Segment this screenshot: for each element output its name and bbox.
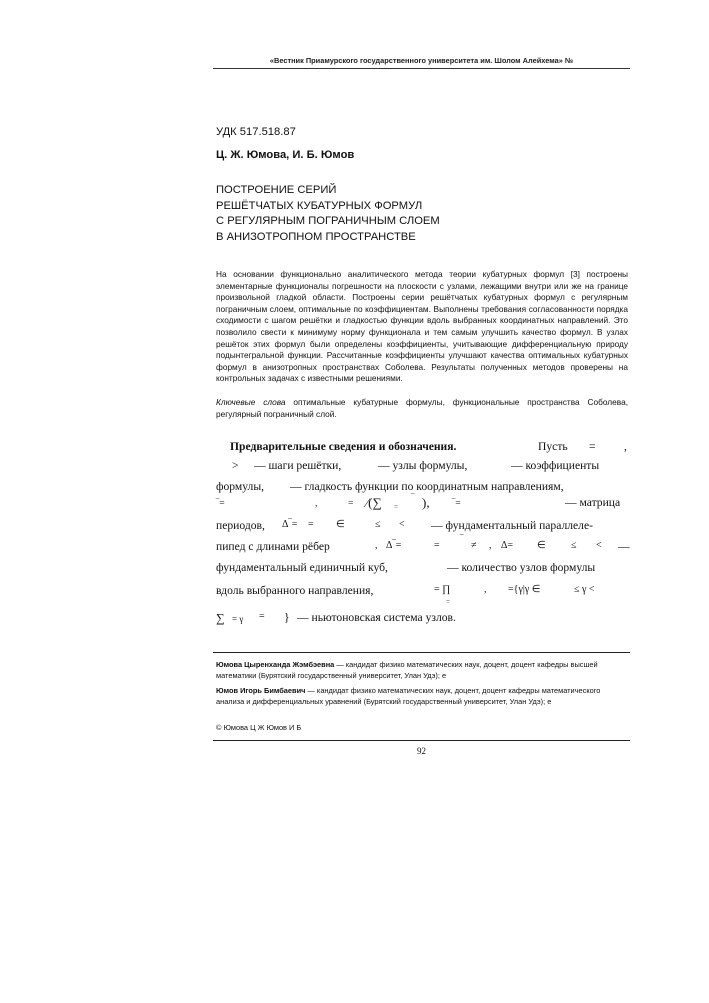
- running-head: «Вестник Приамурского государственного университета им. Шолом Алейхема» №: [269, 56, 574, 65]
- article-authors: Ц. Ж. Юмова, И. Б. Юмов: [216, 149, 355, 161]
- math-symbol: ≠: [471, 540, 477, 551]
- section-heading: Предварительные сведения и обозначения.: [230, 440, 457, 453]
- body-line: [216, 519, 629, 535]
- body-text: Пусть: [538, 440, 568, 453]
- body-text: пипед с длинами рёбер: [216, 540, 330, 553]
- math-symbol: =: [394, 503, 398, 511]
- section-rule: [213, 652, 630, 653]
- author-details: — кандидат физико математических наук, доцент, доцент кафедры математического анализа и дифференциальных уравнений (Бурятский государственный университет, Улан Удэ); e: [216, 686, 601, 706]
- title-line: В АНИЗОТРОПНОМ ПРОСТРАНСТВЕ: [216, 230, 416, 243]
- math-symbol: =: [308, 519, 314, 530]
- body-line: [216, 440, 629, 456]
- math-symbol: = γ: [232, 614, 244, 624]
- math-symbol: ,: [315, 498, 318, 509]
- author-affiliation: [216, 660, 628, 681]
- author-name: Юмова Цыренханда Жэмбэевна: [216, 660, 335, 669]
- body-line: [216, 561, 629, 577]
- body-line: [216, 584, 629, 606]
- body-text: — гладкость функции по координатным направлениям,: [290, 480, 564, 493]
- math-symbol: ={γ|γ ∈: [508, 584, 541, 595]
- title-line: ПОСТРОЕНИЕ СЕРИЙ: [216, 184, 337, 196]
- math-symbol: ∕(∑: [366, 495, 382, 510]
- math-symbol: ‾: [411, 493, 415, 504]
- title-line: С РЕГУЛЯРНЫМ ПОГРАНИЧНЫМ СЛОЕМ: [216, 215, 440, 228]
- math-symbol: ≤: [571, 540, 577, 551]
- copyright: © Юмова Ц Ж Юмов И Б: [216, 723, 302, 732]
- body-text: — узлы формулы,: [378, 459, 468, 472]
- math-symbol: <: [399, 519, 405, 530]
- body-text: — фундаментальный параллеле-: [431, 519, 593, 532]
- math-symbol: ‾=: [452, 498, 461, 509]
- body-line: [216, 535, 630, 556]
- math-symbol: Δ=: [501, 540, 514, 551]
- body-line: [216, 611, 629, 627]
- author-affiliation: [216, 686, 628, 707]
- body-text: — матрица: [565, 496, 621, 509]
- keywords-label: Ключевые слова: [216, 397, 286, 407]
- body-text: — коэффициенты: [511, 459, 600, 472]
- footer-rule: [213, 740, 630, 741]
- math-symbol: ∑: [216, 611, 225, 625]
- body-text: формулы,: [216, 480, 265, 493]
- math-symbol: ≤: [375, 519, 381, 530]
- math-symbol: ‾: [460, 535, 464, 546]
- math-symbol: Δ‾=: [282, 519, 298, 530]
- math-symbol: =: [446, 598, 450, 606]
- math-symbol: =: [348, 498, 354, 509]
- page-number: 92: [417, 746, 426, 756]
- author-details: — кандидат физико математических наук, доцент, доцент кафедры высшей математики (Бурятский государственный университет, Улан Удэ); e: [216, 660, 598, 680]
- body-line: [216, 493, 629, 514]
- math-symbol: ,: [624, 440, 627, 453]
- math-symbol: Δ‾=: [386, 540, 402, 551]
- math-symbol: ≤ γ <: [574, 584, 595, 595]
- math-symbol: }: [284, 611, 290, 624]
- keywords: [216, 397, 628, 420]
- math-symbol: <: [596, 540, 602, 551]
- math-symbol: ∈: [537, 540, 546, 551]
- body-line: [216, 480, 629, 496]
- body-text: — ньютоновская система узлов.: [297, 611, 456, 624]
- math-symbol: ,: [484, 584, 487, 595]
- author-name: Юмов Игорь Бимбаевич: [216, 686, 306, 695]
- math-symbol: ),: [422, 495, 430, 510]
- body-line: [216, 459, 629, 475]
- math-symbol: —: [618, 540, 630, 553]
- title-line: РЕШЁТЧАТЫХ КУБАТУРНЫХ ФОРМУЛ: [216, 199, 423, 212]
- math-symbol: ‾=: [216, 498, 225, 509]
- body-text: периодов,: [216, 519, 265, 532]
- abstract: На основании функционально аналитического метода теории кубатурных формул [3] построены элементарные функционалы погрешности на плоскости с узлами, лежащими внутри или же на границе произвольной гладкой области. Построены серии решётчатых кубатурных формул с регулярным пограничным слоем, оптимальные по коэффициентам. Выполнены требования согласованности порядка сходимости с шагом решётки и гладкостью функции вдоль выбранных координатных направлений. Это позволило свести к минимуму норму функционала и тем самым улучшить качество формул. В узлах решёток этих формул были определены коэффициенты, учитывающие дифференциальную природу подынтегральной функции. Рассчитанные коэффициенты улучшают качества оптимальных кубатурных формул в анизотропных пространствах Соболева. Результаты полученных методов проверены на контрольных задачах с известными решениями.: [216, 269, 628, 384]
- math-symbol: >: [232, 459, 239, 472]
- body-text: — шаги решётки,: [254, 459, 342, 472]
- math-symbol: = ∏: [434, 584, 451, 595]
- keywords-text: оптимальные кубатурные формулы, функциональные пространства Соболева, регулярный пограничный слой.: [216, 397, 629, 419]
- body-text: — количество узлов формулы: [447, 561, 596, 574]
- math-symbol: ,: [489, 540, 492, 551]
- math-symbol: =: [434, 540, 440, 551]
- math-symbol: ∈: [336, 519, 345, 530]
- math-symbol: ,: [375, 540, 378, 551]
- header-rule: [213, 68, 630, 69]
- udc-code: УДК 517.518.87: [216, 126, 296, 138]
- math-symbol: =: [259, 611, 265, 622]
- body-text: вдоль выбранного направления,: [216, 584, 374, 597]
- body-text: фундаментальный единичный куб,: [216, 561, 388, 574]
- math-symbol: =: [589, 440, 596, 453]
- article-title: [216, 183, 636, 245]
